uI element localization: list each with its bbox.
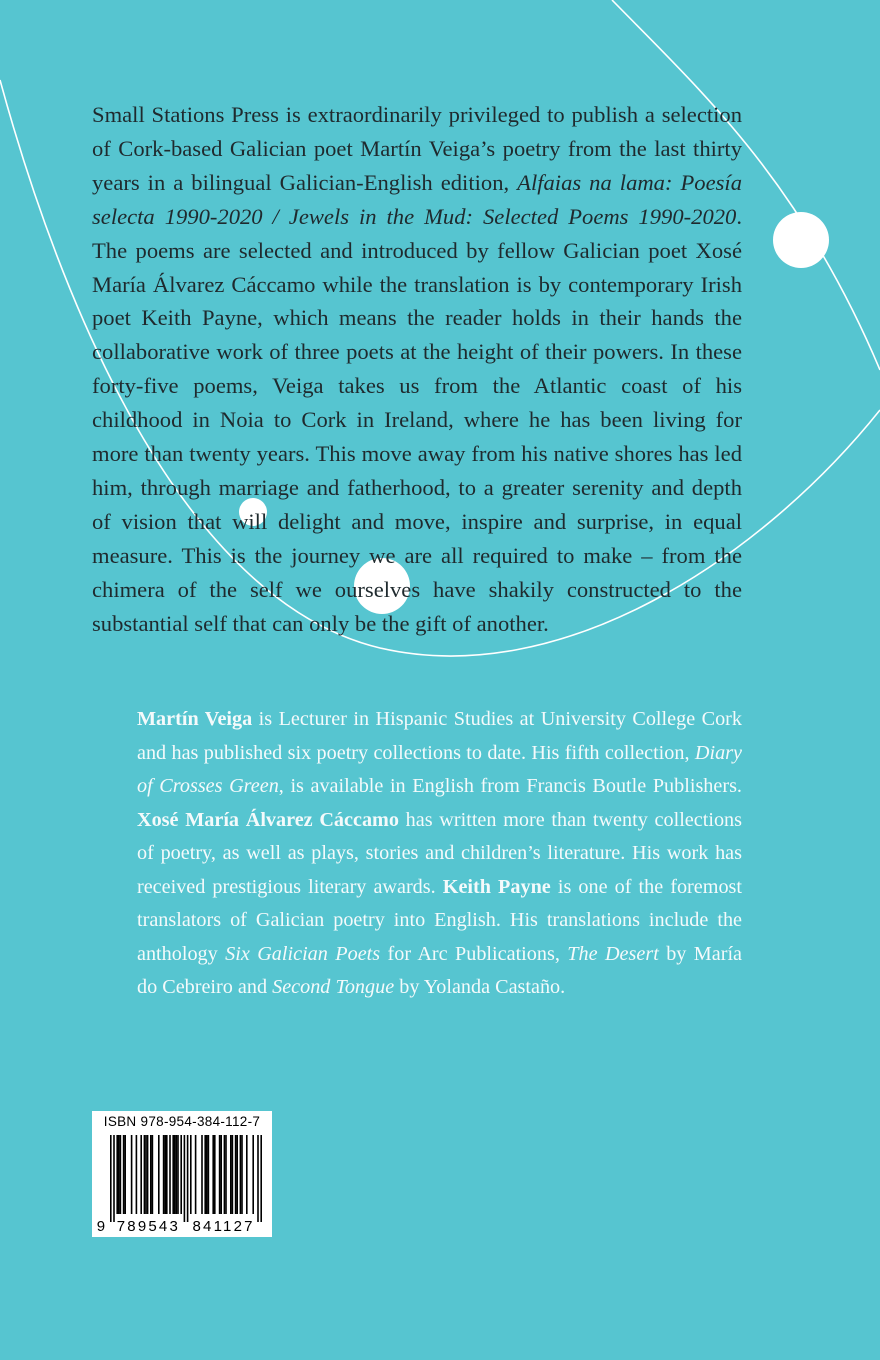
barcode-bar [190,1135,192,1214]
barcode-bar [164,1135,166,1214]
barcode-bar [208,1135,210,1214]
barcode-bar [169,1135,171,1214]
barcode-bar [232,1135,234,1214]
barcode-bar [260,1135,262,1222]
isbn-barcode [92,1111,272,1237]
barcode-bar [257,1135,259,1222]
bio-text: by María do Cebreiro and [137,942,743,998]
bio-name-veiga: Martín Veiga [137,708,253,730]
barcode-bar [212,1135,214,1214]
barcode-bar [252,1135,254,1214]
bio-text: has written more than twenty collections of poetry, as well as plays, stories and children’s literature. His work has received prestigious literary awards. [137,808,742,898]
bio-book-title: Six Galician Poets [225,942,381,965]
barcode-bar [163,1135,165,1214]
barcode-bar [204,1135,206,1214]
barcode-bar [241,1135,243,1214]
barcode-bar [174,1135,176,1214]
barcode-bar [131,1135,133,1214]
bio-text: by Yolanda Castaño. [394,976,566,998]
dot-right [773,212,829,268]
barcode-bars [92,1111,272,1237]
barcode-bar [184,1135,186,1222]
barcode-bar [158,1135,160,1214]
barcode-bar [240,1135,242,1214]
barcode-bar [180,1135,182,1214]
barcode-bar [236,1135,238,1214]
barcode-bar [219,1135,221,1214]
barcode-bar [187,1135,189,1222]
barcode-bar [147,1135,149,1214]
barcode-digits-right: 841127 [192,1218,255,1235]
barcode-bar [144,1135,146,1214]
barcode-bar [145,1135,147,1214]
bio-book-title: Second Tongue [272,976,395,998]
barcode-bar [123,1135,125,1214]
barcode-bar [166,1135,168,1214]
bio-text: is one of the foremost translators of Galician poetry into English. His translations include the anthology [137,875,743,965]
isbn-label: ISBN 978-954-384-112-7 [103,1114,261,1129]
barcode-bar [116,1135,118,1214]
barcode-bar [120,1135,122,1214]
barcode-bar [224,1135,226,1214]
book-title: Alfaias na lama: Poesía selecta 1990-2020 / Jewels in the Mud: Selected Poems 1990-2020 [92,169,743,229]
barcode-bar [176,1135,178,1214]
bio-text: , is available in English from Francis Boutle Publishers. [278,775,742,797]
bio-text: for Arc Publications, [380,942,568,965]
barcode-bar [152,1135,154,1214]
barcode-digits-left: 789543 [116,1218,181,1235]
barcode-bar [201,1135,203,1214]
bio-name-payne: Keith Payne [442,875,551,898]
barcode-bar [140,1135,142,1214]
barcode-bar [220,1135,222,1214]
barcode-bar [177,1135,179,1214]
barcode-bar [113,1135,115,1222]
barcode-bar [230,1135,232,1214]
blurb-part-2: . The poems are selected and introduced by fellow Galician poet Xosé María Álvarez Cáccamo while the translation is by contemporary Irish poet Keith Payne, which means the reader holds in their hands the collaborative work of three poets at the height of their powers. In these forty-five poems, Veiga takes us from the Atlantic coast of his childhood in Noia to Cork in Ireland, where he has been living for more than twenty years. This move away from his native shores has led him, through marriage and fatherhood, to a greater serenity and depth of vision that will delight and move, inspire and surprise, in equal measure. This is the journey we are all required to make – from the chimera of the self we ourselves have shakily constructed to the substantial self that can only be the gift of another. [92,203,742,636]
barcode-bar [235,1135,237,1214]
barcode-bar [246,1135,248,1214]
author-bios [137,703,742,1005]
barcode-bar [206,1135,208,1214]
bio-text: is Lecturer in Hispanic Studies at University College Cork and has published six poetry collections to date. His fifth collection, [137,708,742,764]
publisher-blurb [92,98,742,641]
barcode-digit-first: 9 [96,1218,108,1235]
barcode-bar [195,1135,197,1214]
blurb-part-1: Small Stations Press is extraordinarily privileged to publish a selection of Cork-based Galician poet Martín Veiga’s poetry from the last thirty years in a bilingual Galician-English edition, [92,102,742,195]
barcode-bar [214,1135,216,1214]
barcode-bar [110,1135,112,1222]
bio-book-title: Diary of Crosses Green [137,741,742,797]
barcode-bar [225,1135,227,1214]
barcode-bar [118,1135,120,1214]
bio-book-title: The Desert [567,942,659,965]
bio-name-caccamo: Xosé María Álvarez Cáccamo [137,808,399,831]
barcode-bar [136,1135,138,1214]
barcode-bar [172,1135,174,1214]
barcode-bar [124,1135,126,1214]
barcode-bar [150,1135,152,1214]
